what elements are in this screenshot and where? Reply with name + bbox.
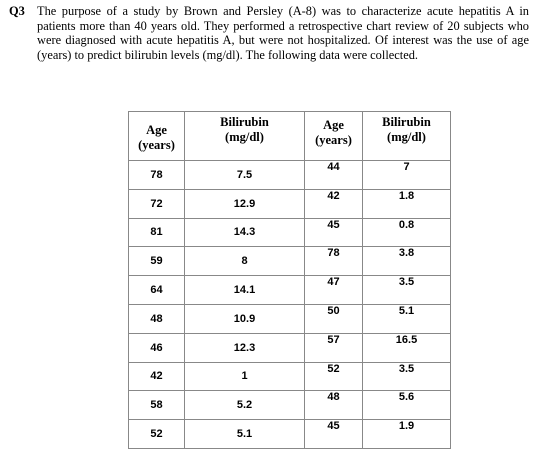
table-row xyxy=(129,247,451,276)
cell-bilirubin-1: 14.1 xyxy=(185,276,305,305)
cell-age-1: 58 xyxy=(129,391,185,420)
table-row xyxy=(129,391,451,420)
cell-age-1: 59 xyxy=(129,247,185,276)
table-row xyxy=(129,189,451,218)
cell-age-2: 52 xyxy=(305,362,363,391)
header-age-1-line2: (years) xyxy=(138,138,175,152)
cell-age-2: 57 xyxy=(305,333,363,362)
cell-age-1: 48 xyxy=(129,304,185,333)
table-header-row xyxy=(129,112,451,161)
table-row xyxy=(129,218,451,247)
header-age-1 xyxy=(129,112,185,161)
header-age-2-line1: Age xyxy=(323,118,344,132)
header-bilirubin-2-line2: (mg/dl) xyxy=(387,130,426,144)
table-row xyxy=(129,304,451,333)
cell-age-2: 47 xyxy=(305,276,363,305)
cell-age-2: 78 xyxy=(305,247,363,276)
cell-bilirubin-2: 3.8 xyxy=(363,247,451,276)
header-bilirubin-1-line1: Bilirubin xyxy=(220,115,269,129)
cell-bilirubin-1: 12.3 xyxy=(185,333,305,362)
cell-bilirubin-2: 1.9 xyxy=(363,420,451,449)
cell-bilirubin-2: 7 xyxy=(363,161,451,190)
cell-bilirubin-2: 3.5 xyxy=(363,362,451,391)
header-bilirubin-2-line1: Bilirubin xyxy=(382,115,431,129)
data-table xyxy=(128,111,451,449)
header-age-1-line1: Age xyxy=(146,123,167,137)
header-age-2 xyxy=(305,112,363,161)
header-bilirubin-1-line2: (mg/dl) xyxy=(225,130,264,144)
cell-age-2: 45 xyxy=(305,420,363,449)
table-row xyxy=(129,161,451,190)
question-text: The purpose of a study by Brown and Persley (A-8) was to characterize acute hepatitis A in patients more than 40 years old. They performed a retrospective chart review of 20 subjects who were diagnosed with acute hepatitis A, but were not hospitalized. Of interest was the use of age (years) to predict bilirubin levels (mg/dl). The following data were collected. xyxy=(37,4,529,62)
question-block xyxy=(9,4,529,62)
cell-age-1: 42 xyxy=(129,362,185,391)
header-bilirubin-2 xyxy=(363,112,451,161)
cell-bilirubin-1: 14.3 xyxy=(185,218,305,247)
cell-bilirubin-2: 5.6 xyxy=(363,391,451,420)
header-bilirubin-1 xyxy=(185,112,305,161)
cell-bilirubin-1: 12.9 xyxy=(185,189,305,218)
cell-age-1: 81 xyxy=(129,218,185,247)
cell-bilirubin-1: 1 xyxy=(185,362,305,391)
cell-age-1: 64 xyxy=(129,276,185,305)
cell-bilirubin-2: 1.8 xyxy=(363,189,451,218)
cell-bilirubin-1: 10.9 xyxy=(185,304,305,333)
cell-age-2: 42 xyxy=(305,189,363,218)
cell-bilirubin-1: 8 xyxy=(185,247,305,276)
cell-bilirubin-2: 16.5 xyxy=(363,333,451,362)
cell-bilirubin-1: 5.2 xyxy=(185,391,305,420)
cell-age-2: 45 xyxy=(305,218,363,247)
cell-age-1: 78 xyxy=(129,161,185,190)
header-age-2-line2: (years) xyxy=(315,133,352,147)
cell-bilirubin-2: 0.8 xyxy=(363,218,451,247)
cell-bilirubin-2: 3.5 xyxy=(363,276,451,305)
question-number: Q3 xyxy=(9,4,25,18)
table-row xyxy=(129,420,451,449)
cell-age-2: 44 xyxy=(305,161,363,190)
cell-bilirubin-1: 7.5 xyxy=(185,161,305,190)
cell-age-1: 46 xyxy=(129,333,185,362)
cell-age-1: 52 xyxy=(129,420,185,449)
table-row xyxy=(129,333,451,362)
cell-bilirubin-1: 5.1 xyxy=(185,420,305,449)
cell-age-2: 50 xyxy=(305,304,363,333)
table-row xyxy=(129,362,451,391)
cell-age-2: 48 xyxy=(305,391,363,420)
table-row xyxy=(129,276,451,305)
cell-bilirubin-2: 5.1 xyxy=(363,304,451,333)
cell-age-1: 72 xyxy=(129,189,185,218)
